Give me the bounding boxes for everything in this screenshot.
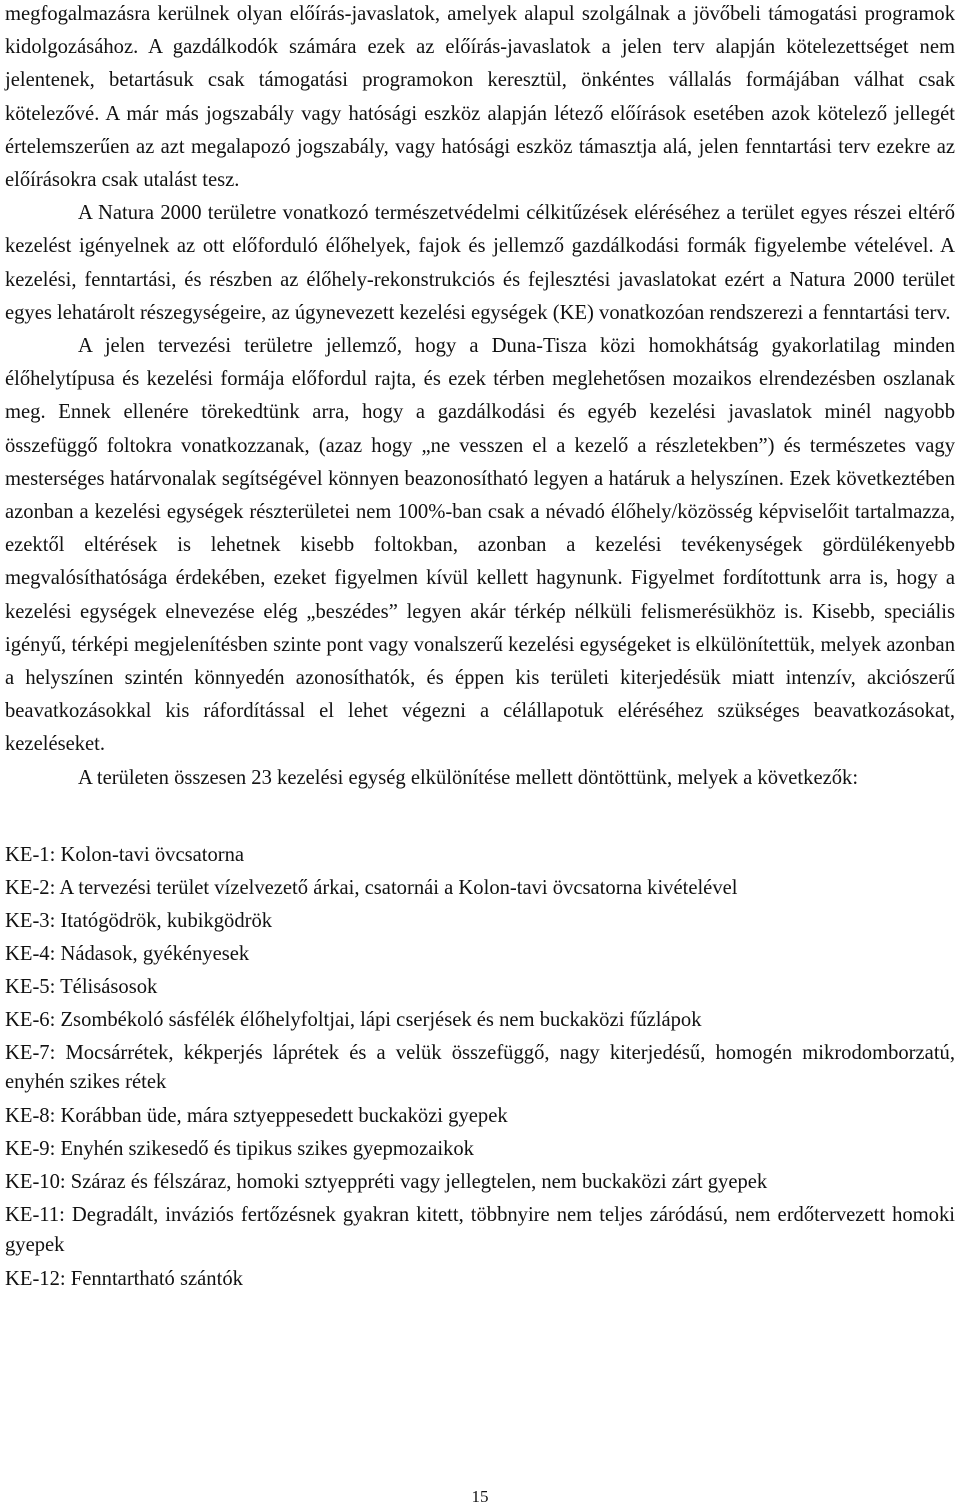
ke-unit-item: KE-6: Zsombékoló sásfélék élőhelyfoltjai, lápi cserjések és nem buckaközi fűzlápok — [5, 1008, 702, 1031]
page-number: 15 — [471, 1487, 489, 1506]
ke-unit-item: KE-12: Fenntartható szántók — [5, 1267, 243, 1290]
ke-unit-item: KE-1: Kolon-tavi övcsatorna — [5, 843, 245, 866]
paragraph-natura-2000: A Natura 2000 területre vonatkozó természetvédelmi célkitűzések eléréséhez a terület egyes részei eltérő kezelést igényelnek az ott előforduló élőhelyek, fajok és jellemző gazdálkodási formák figyelembe vételével. A kezelési, fenntartási, és részben az élőhely-rekonstrukciós és fejlesztési javaslatokat ezért a Natura 2000 terület egyes lehatárolt részegységeire, az úgynevezett kezelési egységek (KE) vonatkozóan rendszerezi a fenntartási terv. — [5, 202, 955, 324]
ke-unit-item: KE-8: Korábban üde, mára sztyeppesedett buckaközi gyepek — [5, 1105, 508, 1128]
ke-unit-item: KE-3: Itatógödrök, kubikgödrök — [5, 909, 273, 932]
paragraph-intro: megfogalmazásra kerülnek olyan előírás-javaslatok, amelyek alapul szolgálnak a jövőbeli támogatási programok kidolgozásához. A gazdálkodók számára ezek az előírás-javaslatok a jelen terv alapján kötelezettséget nem jelentenek, betartásuk csak támogatási programokon keresztül, önkéntes vállalás formájában válhat csak kötelezővé. A már más jogszabály vagy hatósági eszköz alapján létező előírások esetében azok kötelező jellegét értelemszerűen az azt megalapozó jogszabály, vagy hatósági eszköz támasztja alá, jelen fenntartási terv ezekre az előírásokra csak utalást tesz. — [5, 3, 955, 192]
ke-unit-item: KE-9: Enyhén szikesedő és tipikus szikes gyepmozaikok — [5, 1138, 474, 1161]
ke-unit-item: KE-4: Nádasok, gyékényesek — [5, 942, 250, 965]
ke-unit-item: KE-11: Degradált, inváziós fertőzésnek gyakran kitett, többnyire nem teljes záródású, nem erdőtervezett homoki gyepek — [5, 1204, 955, 1256]
ke-unit-item: KE-10: Száraz és félszáraz, homoki sztyeppréti vagy jellegtelen, nem buckaközi zárt gyepek — [5, 1171, 768, 1194]
ke-unit-item: KE-7: Mocsárrétek, kékperjés láprétek és a velük összefüggő, nagy kiterjedésű, homogén mikrodomborzatú, enyhén szikes rétek — [5, 1041, 955, 1094]
paragraph-homokhatsag: A jelen tervezési területre jellemző, hogy a Duna-Tisza közi homokhátság gyakorlatilag minden élőhelytípusa és kezelési formája előfordul rajta, és ezek térben meglehetősen mozaikos elrendezésben oszlanak meg. Ennek ellenére törekedtünk arra, hogy a gazdálkodási és egyéb kezelési javaslatok minél nagyobb összefüggő foltokra vonatkozzanak, (azaz hogy „ne vesszen el a kezelő a részletekben”) és természetes vagy mesterséges határvonalak segítségével könnyen beazonosítható legyen a határuk a helyszínen. Ezek következtében azonban a kezelési egységek részterületei nem 100%-ban csak a névadó élőhely/közösség képviselőit tartalmazza, ezektől eltérések is lehetnek kisebb foltokban, azonban a kezelési tevékenységek gördülékenyebb megvalósíthatósága érdekében, ezeket figyelmen kívül kellett hagynunk. Figyelmet fordítottunk arra is, hogy a kezelési egységek elnevezése elég „beszédes” legyen akár térkép nélküli felismerésükhöz is. Kisebb, speciális igényű, térképi megjelenítésben szinte pont vagy vonalszerű kezelési egységeket is elkülönítettük, melyek azonban a helyszínen szintén könnyedén azonosíthatók, és éppen kis területi kiterjedésük miatt intenzív, akciószerű beavatkozásokkal kis ráfordítással el lehet végezni a célállapotuk eléréséhez szükséges beavatkozásokat, kezeléseket. — [5, 335, 955, 756]
document-page — [5, 0, 955, 1298]
ke-unit-list — [5, 841, 955, 1294]
paragraph-ke-count: A területen összesen 23 kezelési egység elkülönítése mellett döntöttünk, melyek a következők: — [78, 766, 859, 789]
ke-unit-item: KE-2: A tervezési terület vízelvezető árkai, csatornái a Kolon-tavi övcsatorna kivételével — [5, 876, 738, 899]
ke-unit-item: KE-5: Télisásosok — [5, 975, 158, 998]
